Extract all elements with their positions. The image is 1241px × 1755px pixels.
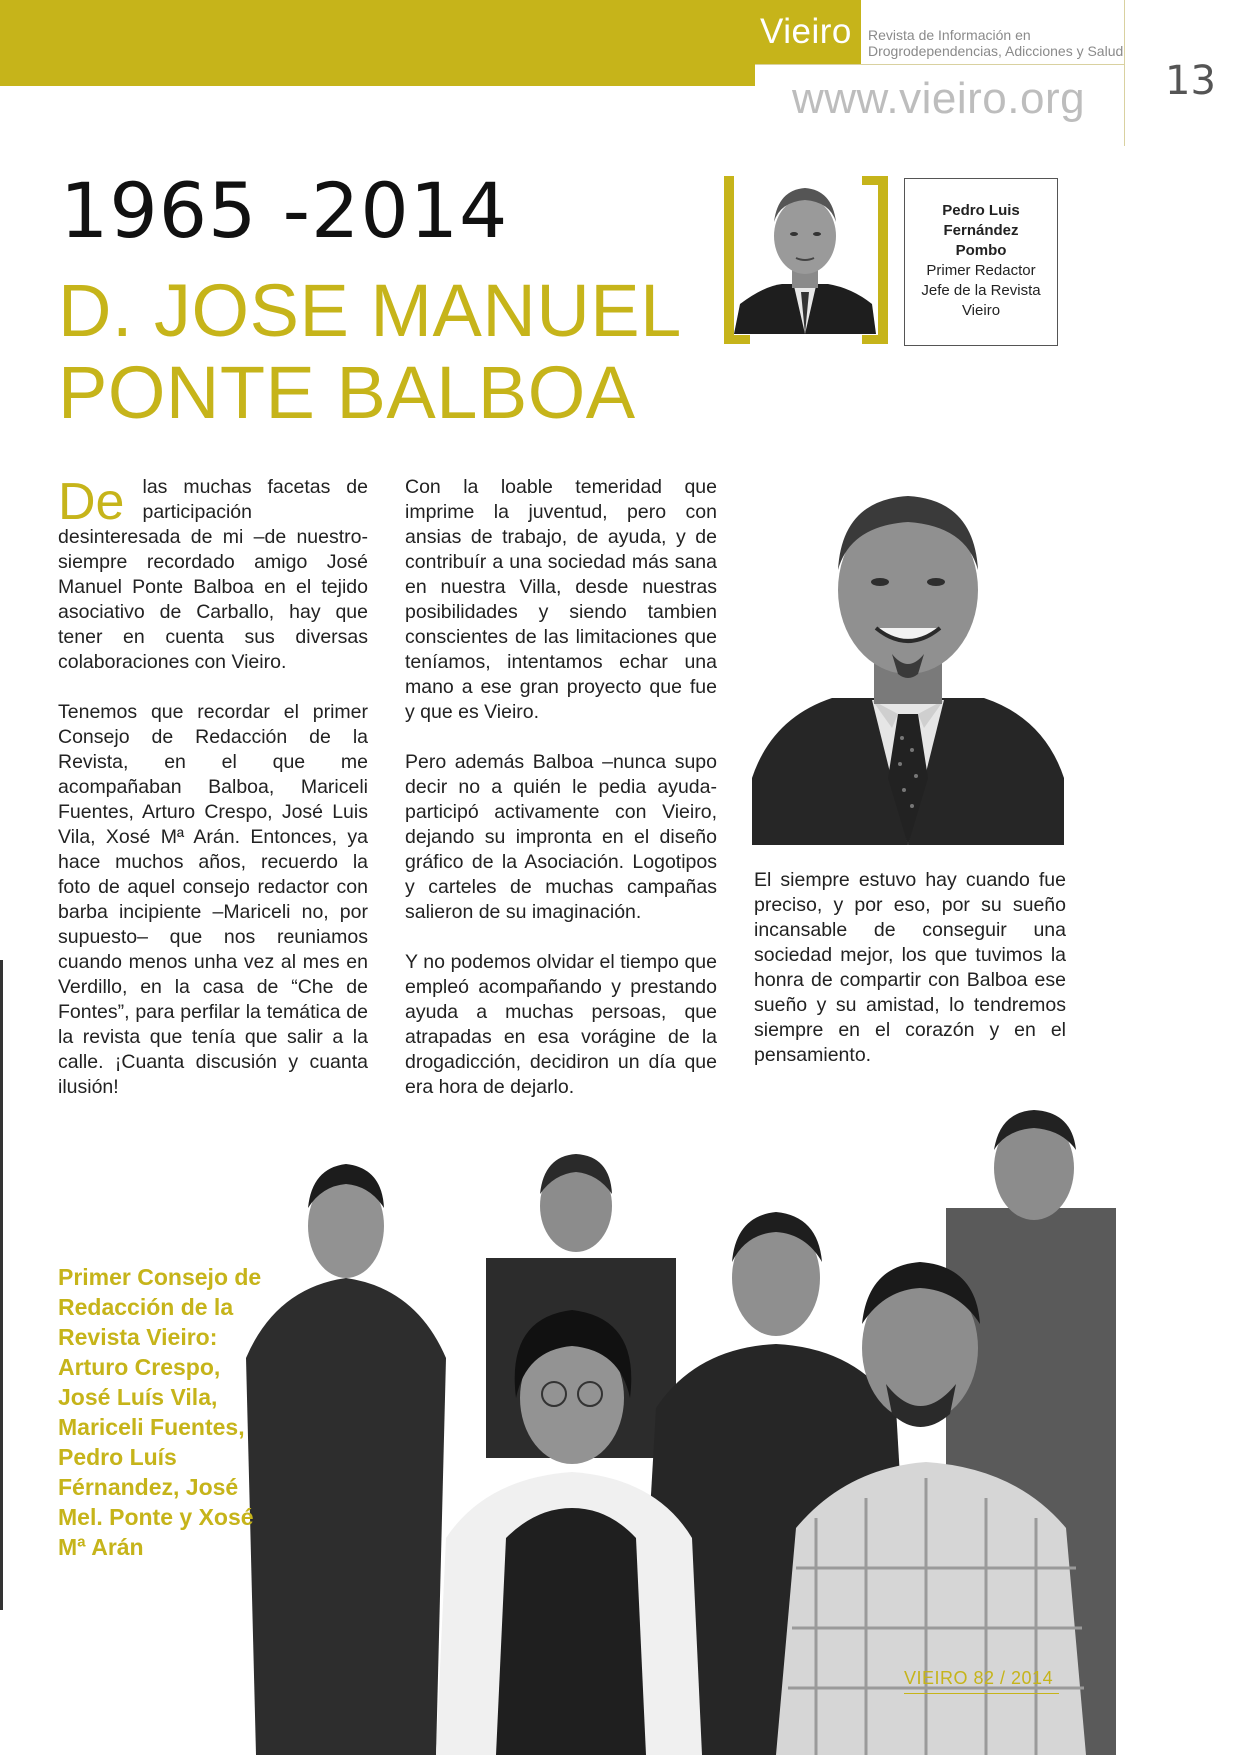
paragraph-text: las muchas facetas de participación desinteresada de mi –de nuestro- siempre recordado amigo José Manuel Ponte Balboa en el tejido asociativo de Carballo, hay que tener en cuenta sus diversas colaboraciones con Vieiro. (58, 476, 368, 673)
group-photo (236, 1098, 1241, 1755)
article-column-1 (58, 475, 368, 1125)
article-years: 1965 -2014 (60, 166, 509, 255)
magazine-name: Vieiro (760, 12, 852, 51)
author-box (904, 178, 1058, 346)
drop-cap: De (58, 473, 125, 531)
author-name-line: Pedro Luis (942, 202, 1020, 219)
paragraph: Y no podemos olvidar el tiempo que empleó acompañando y prestando ayuda a muchas persoas, que atrapadas en esa vorágine de la drogadicción, decidiron un día que era hora de dejarlo. (405, 951, 717, 1098)
author-role-line: Jefe de la Revista (921, 282, 1041, 299)
author-name-line: Fernández (943, 222, 1019, 239)
magazine-description (868, 27, 1138, 59)
author-photo (734, 176, 876, 334)
page-edge-line (0, 960, 3, 1610)
article-column-3 (754, 868, 1066, 1093)
article-title-line: D. JOSE MANUEL (58, 269, 682, 352)
magazine-description-line: Drogrodependencias, Adicciones y Salud (868, 43, 1124, 59)
issue-footer: VIEIRO 82 / 2014 (904, 1668, 1054, 1688)
author-role-line: Primer Redactor (926, 262, 1036, 279)
paragraph: El siempre estuvo hay cuando fue preciso, y por eso, por su sueño incansable de conseguir una sociedad mejor, los que tuvimos la honra de compartir con Balboa ese sueño y su amistad, lo tendremos siempre en el corazón y en el pensamiento. (754, 869, 1066, 1066)
portrait-photo (752, 478, 1064, 845)
paragraph (58, 475, 368, 675)
article-title-line: PONTE BALBOA (58, 351, 636, 434)
bracket-left-decoration (724, 176, 734, 344)
header-accent-band (0, 0, 755, 86)
bracket-right-decoration (878, 176, 888, 344)
header-rule (755, 64, 1125, 65)
author-role-line: Vieiro (961, 302, 1001, 319)
header-vertical-rule (1124, 0, 1125, 146)
article-column-2 (405, 475, 717, 1125)
footer-rule (904, 1693, 1059, 1694)
page-number: 13 (1165, 58, 1216, 104)
photo-caption: Primer Consejo de Redacción de la Revista Vieiro: Arturo Crespo, José Luís Vila, Mariceli Fuentes, Pedro Luís Férnandez, José Mel. Ponte y Xosé Mª Arán (58, 1264, 262, 1560)
paragraph: Con la loable temeridad que imprime la juventud, pero con ansias de trabajo, de ayuda, y de contribuír a una sociedad más sana en nuestra Villa, desde nuestras posibilidades y siendo tambien conscientes de las limitaciones que teníamos, intentamos echar una mano a ese gran proyecto que fue y que es Vieiro. (405, 476, 717, 723)
author-name-line: Pombo (955, 242, 1007, 259)
magazine-url[interactable]: www.vieiro.org (792, 74, 1086, 123)
paragraph: Tenemos que recordar el primer Consejo de Redacción de la Revista, en el que me acompañaban Balboa, Mariceli Fuentes, Arturo Crespo, José Luis Vila, Xosé Mª Arán. Entonces, ya hace muchos años, recuerdo la foto de aquel consejo redactor con barba incipiente –Mariceli no, por supuesto– que nos reuniamos cuando menos unha vez al mes en Verdillo, en la casa de “Che de Fontes”, para perfilar la temática de la revista que tenía que salir a la calle. ¡Cuanta discusión y cuanta ilusión! (58, 701, 368, 1098)
magazine-description-line: Revista de Información en (868, 27, 1031, 43)
paragraph: Pero además Balboa –nunca supo decir no a quién le pedia ayuda- participó activamente con Vieiro, dejando su impronta en el diseño gráfico de la Asociación. Logotipos y carteles de muchas campañas salieron de su imaginación. (405, 751, 717, 923)
